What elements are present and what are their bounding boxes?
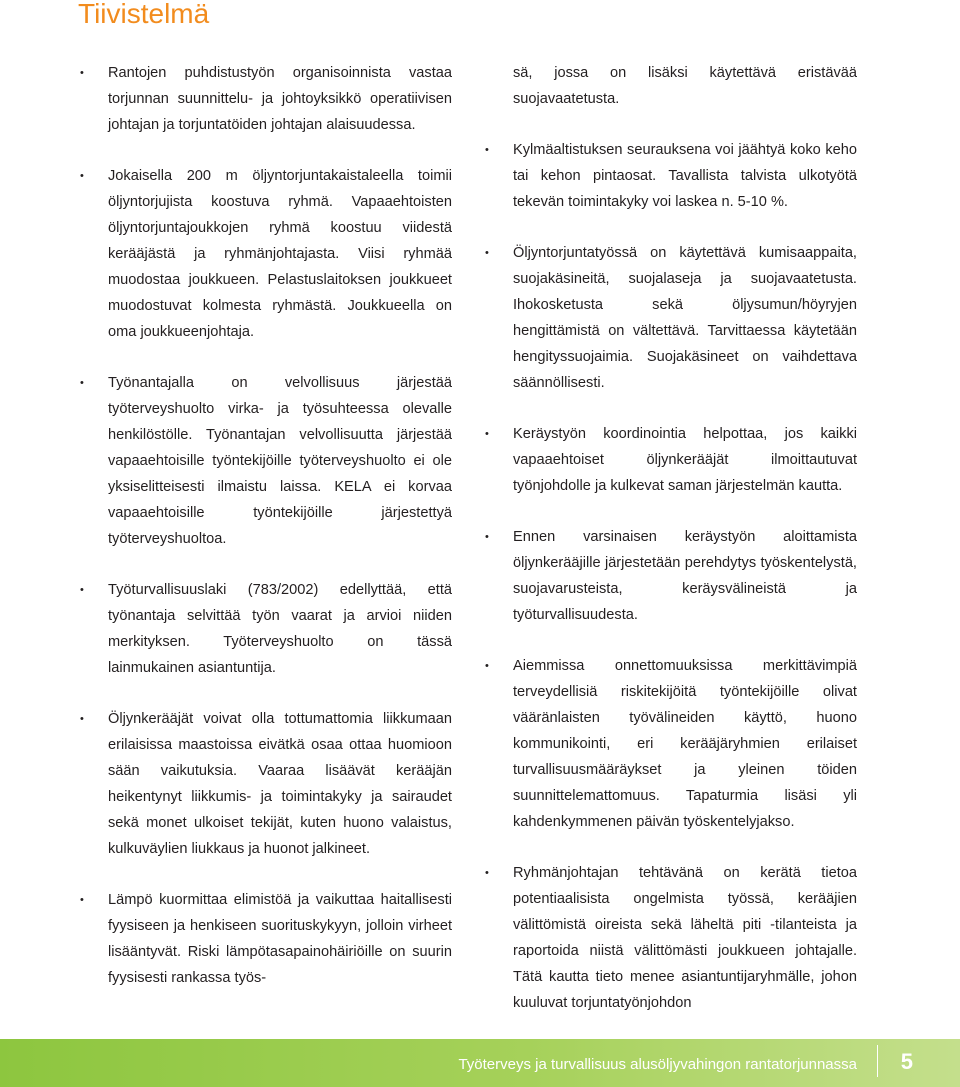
- left-bullet-list: [80, 60, 452, 991]
- page-footer: [0, 1039, 960, 1087]
- page-number: 5: [900, 1049, 913, 1074]
- list-item: • Jokaisella 200 m öljyntorjuntakaistaleella toimii öljyntorjujista koostuva ryhmä. Vapaaehtoisten öljyntorjuntajoukkojen ryhmä koostuu viidestä kerääjästä ja ryhmänjohtajasta. Viisi ryhmää muodostaa joukkueen. Pelastuslaitoksen joukkueet muodostuvat kolmesta ryhmästä. Joukkueella on oma joukkueenjohtaja.: [80, 163, 452, 345]
- right-column: [485, 60, 857, 1041]
- list-item: • Työnantajalla on velvollisuus järjestää työterveyshuolto virka- ja työsuhteessa olevalle henkilöstölle. Työnantajan velvollisuutta järjestää vapaaehtoisille työntekijöille työterveyshuolto ei ole yksiselitteisesti ilmaistu laissa. KELA ei korvaa vapaaehtoisille työntekijöille järjestettyä työterveyshuoltoa.: [80, 370, 452, 552]
- right-bullet-list: [485, 60, 857, 1016]
- page-title: Tiivistelmä: [78, 0, 210, 29]
- footer-title: Työterveys ja turvallisuus alusöljyvahingon rantatorjunnassa: [458, 1056, 857, 1073]
- list-item: • Kylmäaltistuksen seurauksena voi jäähtyä koko keho tai kehon pintaosat. Tavallista talvista ulkotyötä tekevän toimintakyky voi laskea n. 5-10 %.: [485, 137, 857, 215]
- footer-divider: [877, 1045, 878, 1077]
- left-column: [80, 60, 452, 1016]
- list-item: • Aiemmissa onnettomuuksissa merkittävimpiä terveydellisiä riskitekijöitä työntekijöille olivat vääränlaisten työvälineiden käyttö, huono kommunikointi, eri kerääjäryhmien erilaiset turvallisuusmääräykset ja yleinen töiden suunnittelemattomuus. Tapaturmia lisäsi yli kahdenkymmenen päivän työskentelyjakso.: [485, 653, 857, 835]
- list-item: • Lämpö kuormittaa elimistöä ja vaikuttaa haitallisesti fyysiseen ja henkiseen suorituskykyyn, jolloin virheet lisääntyvät. Riski lämpötasapainohäiriöille on suurin fyysisesti rankassa työs-: [80, 887, 452, 991]
- list-item: • Ennen varsinaisen keräystyön aloittamista öljynkerääjille järjestetään perehdytys työskentelystä, suojavarusteista, keräysvälineistä ja työturvallisuudesta.: [485, 524, 857, 628]
- list-item: • Työturvallisuuslaki (783/2002) edellyttää, että työnantaja selvittää työn vaarat ja arvioi niiden merkityksen. Työterveyshuolto on tässä lainmukainen asiantuntija.: [80, 577, 452, 681]
- list-item: • Ryhmänjohtajan tehtävänä on kerätä tietoa potentiaalisista ongelmista työssä, kerääjien välittömistä oireista sekä läheltä piti -tilanteista ja raportoida niistä välittömästi joukkueen johtajalle. Tätä kautta tieto menee asiantuntijaryhmälle, johon kuuluvat torjuntatyönjohdon: [485, 860, 857, 1016]
- list-item: • Öljynkerääjät voivat olla tottumattomia liikkumaan erilaisissa maastoissa eivätkä osaa ottaa huomioon sään vaikutuksia. Vaaraa lisäävät kerääjän heikentynyt liikkumis- ja toimintakyky ja sairaudet sekä monet ulkoiset tekijät, kuten huono valaistus, kulkuväylien liukkaus ja huonot jalkineet.: [80, 706, 452, 862]
- list-item: • Öljyntorjuntatyössä on käytettävä kumisaappaita, suojakäsineitä, suojalaseja ja suojavaatetusta. Ihokosketusta sekä öljysumun/höyryjen hengittämistä on vältettävä. Tarvittaessa käytetään hengityssuojaimia. Suojakäsineet on vaihdettava säännöllisesti.: [485, 240, 857, 396]
- list-item: • Rantojen puhdistustyön organisoinnista vastaa torjunnan suunnittelu- ja johtoyksikkö operatiivisen johtajan ja torjuntatöiden johtajan alaisuudessa.: [80, 60, 452, 138]
- list-item: • Keräystyön koordinointia helpottaa, jos kaikki vapaaehtoiset öljynkerääjät ilmoittautuvat työnjohdolle ja kulkevat saman järjestelmän kautta.: [485, 421, 857, 499]
- list-item-continuation: sä, jossa on lisäksi käytettävä eristävää suojavaatetusta.: [513, 65, 857, 107]
